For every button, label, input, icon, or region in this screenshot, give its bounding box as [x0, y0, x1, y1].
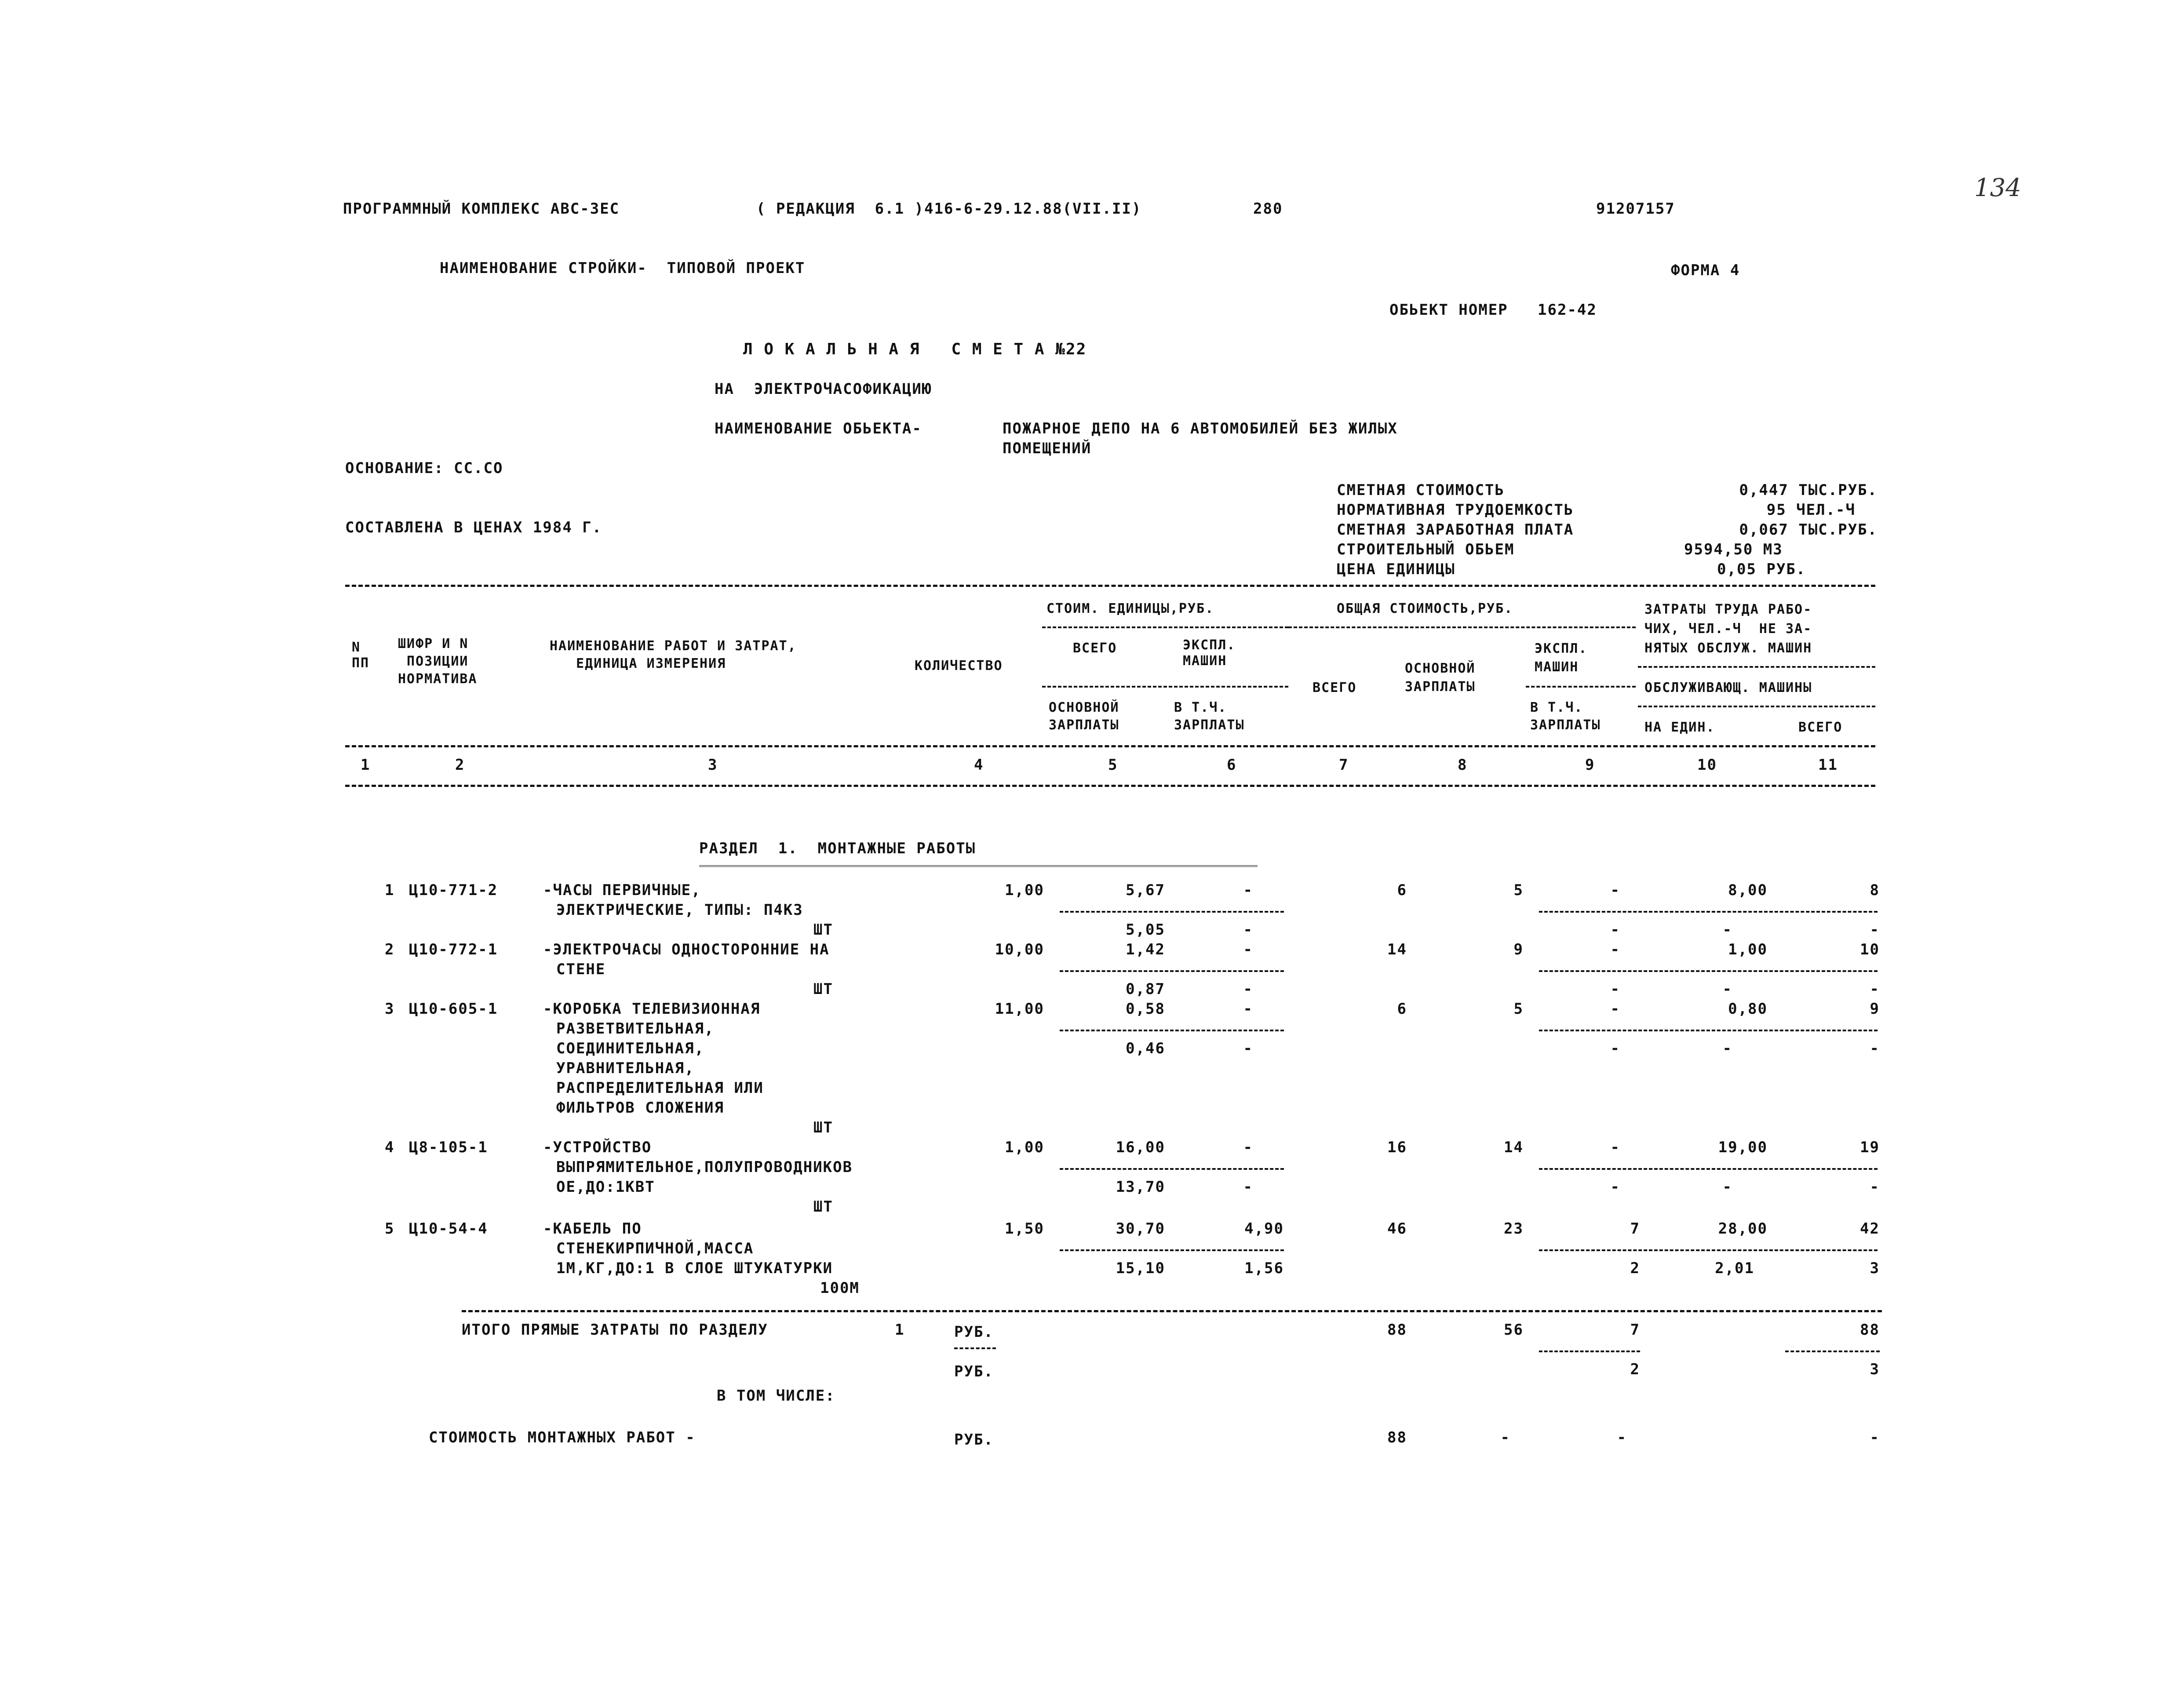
- row-divider: [1539, 970, 1878, 972]
- row-total-wage: 5: [1513, 881, 1524, 899]
- row-qty: 11,00: [995, 1000, 1044, 1018]
- row-name-line: -КОРОБКА ТЕЛЕВИЗИОННАЯ: [543, 1000, 761, 1018]
- header-unit-base-wages: ОСНОВНОЙ ЗАРПЛАТЫ: [1049, 700, 1119, 733]
- row-num: 2: [385, 941, 395, 958]
- summary-label: СТРОИТЕЛЬНЫЙ ОБЬЕМ: [1337, 541, 1515, 558]
- row-unit-mach: -: [1243, 881, 1253, 899]
- including-label: В ТОМ ЧИСЛЕ:: [717, 1387, 835, 1405]
- row-labor-unit: 1,00: [1728, 941, 1768, 958]
- row-unit-total: 30,70: [1116, 1220, 1165, 1238]
- row-name-line: 1М,КГ,ДО:1 В СЛОЕ ШТУКАТУРКИ: [556, 1260, 833, 1277]
- row-unit: ШТ: [813, 1198, 833, 1216]
- row-name-line: РАЗВЕТВИТЕЛЬНАЯ,: [556, 1020, 715, 1037]
- direct-total-labor: 88: [1860, 1321, 1880, 1339]
- row-total-mach: -: [1610, 1000, 1620, 1018]
- column-number: 8: [1458, 756, 1468, 774]
- row-service-unit: 2,01: [1715, 1260, 1754, 1277]
- row-name-line: РАСПРЕДЕЛИТЕЛЬНАЯ ИЛИ: [556, 1079, 764, 1097]
- handwritten-page-number: 134: [1974, 174, 2021, 202]
- row-name-line: СТЕНЕ: [556, 961, 606, 978]
- direct-total-service: 3: [1870, 1361, 1880, 1378]
- row-unit-mach-wage: -: [1243, 1178, 1253, 1196]
- direct-total-wage: 56: [1504, 1321, 1524, 1339]
- summary-value: 0,067 ТЫС.РУБ.: [1739, 521, 1878, 539]
- row-labor-total: 9: [1870, 1000, 1880, 1018]
- row-labor-total: 42: [1860, 1220, 1880, 1238]
- header-total-group: ОБЩАЯ СТОИМОСТЬ,РУБ.: [1337, 601, 1513, 616]
- row-unit-wage: 15,10: [1116, 1260, 1165, 1277]
- row-unit: ШТ: [813, 980, 833, 998]
- column-number: 9: [1585, 756, 1595, 774]
- row-name-line: -ЭЛЕКТРОЧАСЫ ОДНОСТОРОННИЕ НА: [543, 941, 830, 958]
- currency-underline: [954, 1347, 996, 1349]
- row-labor-total: 10: [1860, 941, 1880, 958]
- column-number: 6: [1227, 756, 1237, 774]
- rule: [345, 585, 1875, 587]
- basis: ОСНОВАНИЕ: СС.СО: [345, 459, 503, 477]
- header-total-machines: ЭКСПЛ. МАШИН: [1535, 641, 1588, 675]
- row-name-line: СОЕДИНИТЕЛЬНАЯ,: [556, 1040, 705, 1057]
- row-unit-wage: 0,87: [1126, 980, 1165, 998]
- rule: [1526, 686, 1636, 688]
- row-code: Ц10-772-1: [409, 941, 498, 958]
- summary-label: ЦЕНА ЕДИНИЦЫ: [1337, 561, 1455, 578]
- header-labor-per-unit: НА ЕДИН.: [1644, 720, 1715, 735]
- row-labor-unit: 19,00: [1718, 1139, 1768, 1156]
- header-unit-total: ВСЕГО: [1073, 641, 1117, 656]
- row-labor-unit: 28,00: [1718, 1220, 1768, 1238]
- row-unit-mach: -: [1243, 941, 1253, 958]
- object-label: НАИМЕНОВАНИЕ ОБЬЕКТА-: [715, 420, 922, 437]
- rule: [1042, 626, 1288, 628]
- header-labor-total: ВСЕГО: [1798, 720, 1843, 735]
- row-name-line: -ЧАСЫ ПЕРВИЧНЫЕ,: [543, 881, 701, 899]
- row-unit-total: 16,00: [1116, 1139, 1165, 1156]
- row-name-line: -КАБЕЛЬ ПО: [543, 1220, 642, 1238]
- row-total-mach: -: [1610, 1139, 1620, 1156]
- row-service-total: -: [1870, 1040, 1880, 1057]
- row-num: 3: [385, 1000, 395, 1018]
- install-cost-wage: -: [1500, 1429, 1510, 1446]
- object-number: ОБЬЕКТ НОМЕР 162-42: [1389, 301, 1597, 319]
- row-divider: [1539, 1351, 1640, 1352]
- column-number: 10: [1697, 756, 1717, 774]
- row-total-wage: 9: [1513, 941, 1524, 958]
- row-code: Ц10-771-2: [409, 881, 498, 899]
- direct-total-currency2: РУБ.: [954, 1363, 994, 1380]
- summary-value: 9594,50 М3: [1684, 541, 1783, 558]
- row-unit-mach-wage: -: [1243, 921, 1253, 939]
- row-unit-total: 1,42: [1126, 941, 1165, 958]
- row-unit-total: 0,58: [1126, 1000, 1165, 1018]
- direct-total-value: 88: [1387, 1321, 1407, 1339]
- row-service-unit: -: [1722, 980, 1732, 998]
- row-service-total: -: [1870, 921, 1880, 939]
- row-num: 4: [385, 1139, 395, 1156]
- row-divider: [1060, 1168, 1284, 1170]
- program-name: ПРОГРАММНЫЙ КОМПЛЕКС АВС-ЗЕС: [343, 200, 620, 218]
- row-unit: ШТ: [813, 921, 833, 939]
- row-divider: [1539, 1030, 1878, 1031]
- object-name-line1: ПОЖАРНОЕ ДЕПО НА 6 АВТОМОБИЛЕЙ БЕЗ ЖИЛЫХ: [1003, 420, 1398, 437]
- column-number: 7: [1339, 756, 1349, 774]
- rule: [345, 745, 1875, 747]
- row-divider: [1060, 1249, 1284, 1251]
- row-name-line: ВЫПРЯМИТЕЛЬНОЕ,ПОЛУПРОВОДНИКОВ: [556, 1158, 853, 1176]
- row-unit-mach: 4,90: [1244, 1220, 1284, 1238]
- rule: [345, 785, 1875, 787]
- row-service-unit: -: [1722, 921, 1732, 939]
- install-cost-machines: -: [1617, 1429, 1627, 1446]
- header-labor-group: ЗАТРАТЫ ТРУДА РАБО- ЧИХ, ЧЕЛ.-Ч НЕ ЗА- НЯТЫХ ОБСЛУЖ. МАШИН: [1644, 602, 1812, 656]
- summary-label: СМЕТНАЯ СТОИМОСТЬ: [1337, 481, 1505, 499]
- row-total: 14: [1387, 941, 1407, 958]
- row-total-wage: 5: [1513, 1000, 1524, 1018]
- direct-total-section: 1: [895, 1321, 905, 1339]
- column-number: 1: [361, 756, 371, 774]
- row-divider: [1539, 1249, 1878, 1251]
- row-total-mach: 7: [1630, 1220, 1640, 1238]
- object-name-line2: ПОМЕЩЕНИЙ: [1003, 440, 1092, 457]
- price-level: СОСТАВЛЕНА В ЦЕНАХ 1984 Г.: [345, 519, 602, 536]
- row-total: 6: [1397, 881, 1407, 899]
- rule: [1638, 706, 1875, 707]
- direct-total-currency: РУБ.: [954, 1323, 994, 1341]
- row-unit-mach-wage: -: [1243, 1040, 1253, 1057]
- summary-value: 95 ЧЕЛ.-Ч: [1766, 501, 1856, 519]
- row-total: 16: [1387, 1139, 1407, 1156]
- row-total-mach-wage: -: [1610, 1040, 1620, 1057]
- header-total-incl-wages: В Т.Ч. ЗАРПЛАТЫ: [1530, 700, 1601, 733]
- row-name-line: ЭЛЕКТРИЧЕСКИЕ, ТИПЫ: П4К3: [556, 901, 803, 919]
- construction-label: НАИМЕНОВАНИЕ СТРОЙКИ- ТИПОВОЙ ПРОЕКТ: [440, 259, 806, 277]
- row-labor-total: 19: [1860, 1139, 1880, 1156]
- row-service-total: -: [1870, 980, 1880, 998]
- row-unit-wage: 13,70: [1116, 1178, 1165, 1196]
- row-num: 5: [385, 1220, 395, 1238]
- column-number: 2: [455, 756, 465, 774]
- header-code: ШИФР И N ПОЗИЦИИ НОРМАТИВА: [398, 636, 478, 687]
- row-code: Ц10-605-1: [409, 1000, 498, 1018]
- rule: [1288, 626, 1636, 628]
- code: 280: [1253, 200, 1283, 218]
- row-name-line: ОЕ,ДО:1КВТ: [556, 1178, 655, 1196]
- install-cost-labor: -: [1870, 1429, 1880, 1446]
- form-label: ФОРМА 4: [1671, 262, 1740, 279]
- document-title: Л О К А Л Ь Н А Я С М Е Т А №22: [743, 340, 1087, 358]
- row-total-mach-wage: 2: [1630, 1260, 1640, 1277]
- row-code: Ц8-105-1: [409, 1139, 488, 1156]
- header-num: N ПП: [352, 640, 370, 671]
- row-name-line: ФИЛЬТРОВ СЛОЖЕНИЯ: [556, 1099, 724, 1117]
- row-unit: 100М: [820, 1279, 860, 1297]
- row-labor-unit: 0,80: [1728, 1000, 1768, 1018]
- document-subject: НА ЭЛЕКТРОЧАСОФИКАЦИЮ: [715, 380, 932, 398]
- totals-rule: [462, 1310, 1882, 1312]
- install-cost-total: 88: [1387, 1429, 1407, 1446]
- section-title: РАЗДЕЛ 1. МОНТАЖНЫЕ РАБОТЫ: [699, 840, 976, 857]
- row-service-total: 3: [1870, 1260, 1880, 1277]
- row-total-wage: 14: [1504, 1139, 1524, 1156]
- row-qty: 1,50: [1005, 1220, 1044, 1238]
- header-unit-machines: ЭКСПЛ. МАШИН: [1183, 637, 1236, 669]
- row-labor-total: 8: [1870, 881, 1880, 899]
- row-qty: 10,00: [995, 941, 1044, 958]
- row-total-mach: -: [1610, 941, 1620, 958]
- row-total-mach-wage: -: [1610, 980, 1620, 998]
- row-name-line: -УСТРОЙСТВО: [543, 1139, 652, 1156]
- rule: [1042, 686, 1288, 688]
- column-number: 11: [1818, 756, 1838, 774]
- row-unit-wage: 5,05: [1126, 921, 1165, 939]
- row-total-mach-wage: -: [1610, 1178, 1620, 1196]
- edition-info: ( РЕДАКЦИЯ 6.1 )416-6-29.12.88(VII.II): [756, 200, 1142, 218]
- row-name-line: СТЕНЕКИРПИЧНОЙ,МАССА: [556, 1240, 754, 1257]
- header-name: НАИМЕНОВАНИЕ РАБОТ И ЗАТРАТ, ЕДИНИЦА ИЗМЕРЕНИЯ: [550, 638, 797, 671]
- row-divider: [1060, 1030, 1284, 1031]
- row-divider: [1785, 1351, 1880, 1352]
- row-qty: 1,00: [1005, 1139, 1044, 1156]
- row-qty: 1,00: [1005, 881, 1044, 899]
- row-code: Ц10-54-4: [409, 1220, 488, 1238]
- direct-total-mach-wage: 2: [1630, 1361, 1640, 1378]
- row-unit-mach: -: [1243, 1139, 1253, 1156]
- header-labor-service: ОБСЛУЖИВАЮЩ. МАШИНЫ: [1644, 680, 1812, 695]
- row-total-mach: -: [1610, 881, 1620, 899]
- summary-label: НОРМАТИВНАЯ ТРУДОЕМКОСТЬ: [1337, 501, 1574, 519]
- row-total: 46: [1387, 1220, 1407, 1238]
- direct-total-machines: 7: [1630, 1321, 1640, 1339]
- install-cost-currency: РУБ.: [954, 1431, 994, 1449]
- direct-total-label: ИТОГО ПРЯМЫЕ ЗАТРАТЫ ПО РАЗДЕЛУ: [462, 1321, 768, 1339]
- row-unit-mach-wage: -: [1243, 980, 1253, 998]
- row-unit-total: 5,67: [1126, 881, 1165, 899]
- doc-number: 91207157: [1596, 200, 1675, 218]
- row-name-line: УРАВНИТЕЛЬНАЯ,: [556, 1059, 695, 1077]
- row-divider: [1539, 1168, 1878, 1170]
- row-divider: [1060, 970, 1284, 972]
- header-unit-cost-group: СТОИМ. ЕДИНИЦЫ,РУБ.: [1046, 601, 1214, 616]
- summary-label: СМЕТНАЯ ЗАРАБОТНАЯ ПЛАТА: [1337, 521, 1574, 539]
- row-unit: ШТ: [813, 1119, 833, 1136]
- header-total-base-wages: ОСНОВНОЙ ЗАРПЛАТЫ: [1405, 661, 1476, 695]
- section-underline: [699, 865, 1258, 867]
- row-total: 6: [1397, 1000, 1407, 1018]
- row-service-unit: -: [1722, 1178, 1732, 1196]
- header-unit-incl-wages: В Т.Ч. ЗАРПЛАТЫ: [1174, 700, 1245, 733]
- header-total-all: ВСЕГО: [1313, 680, 1357, 695]
- column-number: 5: [1108, 756, 1118, 774]
- summary-value: 0,05 РУБ.: [1717, 561, 1806, 578]
- header-qty: КОЛИЧЕСТВО: [915, 658, 1003, 673]
- row-service-unit: -: [1722, 1040, 1732, 1057]
- row-divider: [1539, 911, 1878, 913]
- row-unit-mach: -: [1243, 1000, 1253, 1018]
- row-unit-wage: 0,46: [1126, 1040, 1165, 1057]
- column-number: 4: [974, 756, 984, 774]
- row-num: 1: [385, 881, 395, 899]
- column-number: 3: [708, 756, 718, 774]
- row-unit-mach-wage: 1,56: [1244, 1260, 1284, 1277]
- row-divider: [1060, 911, 1284, 913]
- row-labor-unit: 8,00: [1728, 881, 1768, 899]
- rule: [1638, 666, 1875, 668]
- row-total-mach-wage: -: [1610, 921, 1620, 939]
- install-cost-label: СТОИМОСТЬ МОНТАЖНЫХ РАБОТ -: [429, 1429, 696, 1446]
- row-service-total: -: [1870, 1178, 1880, 1196]
- summary-value: 0,447 ТЫС.РУБ.: [1739, 481, 1878, 499]
- row-total-wage: 23: [1504, 1220, 1524, 1238]
